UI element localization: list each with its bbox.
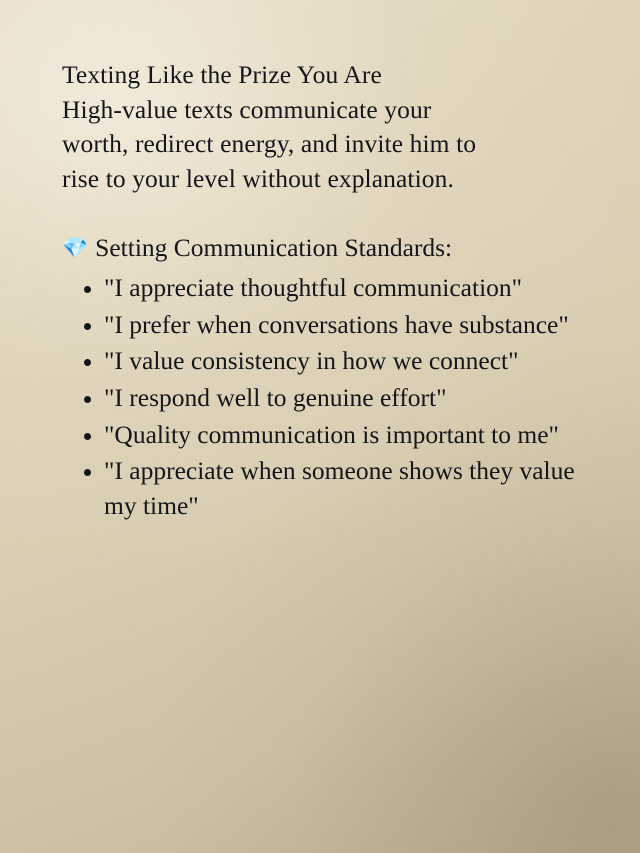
standards-list	[62, 271, 582, 524]
note-title: Texting Like the Prize You Are	[62, 60, 382, 89]
section-heading-label: Setting Communication Standards:	[95, 232, 453, 262]
intro-line-3: rise to your level without explanation.	[62, 164, 454, 194]
list-item: "I appreciate thoughtful communication"	[102, 271, 582, 306]
standards-section	[62, 231, 582, 524]
intro-line-2: worth, redirect energy, and invite him to	[62, 129, 477, 159]
section-heading	[62, 231, 582, 264]
list-item: "Quality communication is important to me"	[102, 418, 582, 453]
list-item: "I appreciate when someone shows they value my time"	[102, 454, 582, 523]
list-item: "I respond well to genuine effort"	[102, 381, 582, 416]
blue-diamond-icon: 💎	[62, 235, 89, 260]
list-item: "I value consistency in how we connect"	[102, 344, 582, 379]
intro-block	[62, 58, 582, 197]
intro-line-1: High-value texts communicate your	[62, 94, 432, 124]
note-content	[62, 58, 582, 526]
list-item: "I prefer when conversations have substance"	[102, 308, 582, 343]
